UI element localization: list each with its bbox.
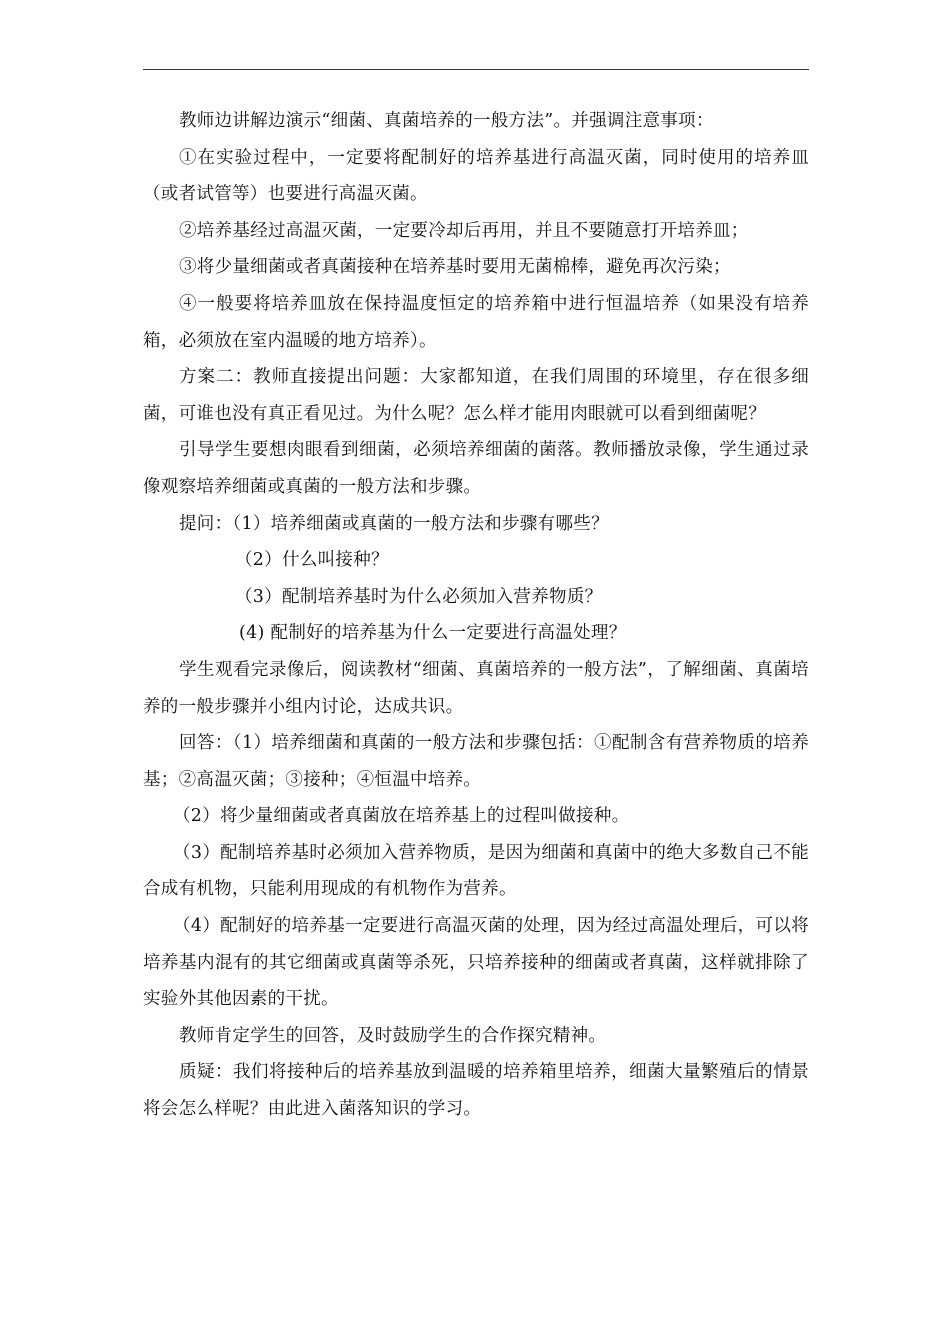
paragraph-teacher-affirm: 教师肯定学生的回答，及时鼓励学生的合作探究精神。 bbox=[179, 1025, 607, 1046]
paragraph-query: 质疑：我们将接种后的培养基放到温暖的培养箱里培养，细菌大量繁殖后的情景将会怎么样呢？由此进入菌落知识的学习。 bbox=[143, 1062, 809, 1120]
paragraph-answer-4: （4）配制好的培养基一定要进行高温灭菌的处理，因为经过高温处理后，可以将培养基内混有的其它细菌或真菌等杀死，只培养接种的细菌或者真菌，这样就排除了实验外其他因素的干扰。 bbox=[143, 916, 809, 1010]
paragraph-plan-2: 方案二：教师直接提出问题：大家都知道，在我们周围的环境里，存在很多细菌，可谁也没有真正看见过。为什么呢？怎么样才能用肉眼就可以看到细菌呢？ bbox=[143, 367, 809, 424]
paragraph-question-1: 提问：（1）培养细菌或真菌的一般方法和步骤有哪些？ bbox=[179, 513, 609, 534]
paragraph-note-4: ④一般要将培养皿放在保持温度恒定的培养箱中进行恒温培养（如果没有培养箱，必须放在室内温暖的地方培养）。 bbox=[143, 293, 809, 351]
paragraph-students-watch: 学生观看完录像后，阅读教材“细菌、真菌培养的一般方法”，了解细菌、真菌培养的一般步骤并小组内讨论，达成共识。 bbox=[143, 659, 809, 717]
paragraph-intro: 教师边讲解边演示“细菌、真菌培养的一般方法”。并强调注意事项： bbox=[179, 111, 714, 131]
header-rule bbox=[143, 69, 809, 70]
document-body bbox=[143, 103, 809, 1128]
paragraph-question-2: （2）什么叫接种？ bbox=[235, 550, 389, 571]
paragraph-answer-3: （3）配制培养基时必须加入营养物质，是因为细菌和真菌中的绝大多数自己不能合成有机物，只能利用现成的有机物作为营养。 bbox=[143, 842, 809, 900]
paragraph-guide: 引导学生要想肉眼看到细菌，必须培养细菌的菌落。教师播放录像，学生通过录像观察培养细菌或真菌的一般方法和步骤。 bbox=[143, 440, 809, 497]
paragraph-note-1: ①在实验过程中，一定要将配制好的培养基进行高温灭菌，同时使用的培养皿（或者试管等）也要进行高温灭菌。 bbox=[143, 147, 809, 205]
paragraph-note-2: ②培养基经过高温灭菌，一定要冷却后再用，并且不要随意打开培养皿； bbox=[179, 220, 749, 241]
paragraph-question-3: （3）配制培养基时为什么必须加入营养物质？ bbox=[235, 586, 603, 607]
paragraph-note-3: ③将少量细菌或者真菌接种在培养基时要用无菌棉棒，避免再次污染； bbox=[179, 257, 731, 278]
paragraph-question-4: (4) 配制好的培养基为什么一定要进行高温处理？ bbox=[239, 623, 627, 644]
paragraph-answer-1: 回答：（1）培养细菌和真菌的一般方法和步骤包括：①配制含有营养物质的培养基；②高温灭菌；③接种；④恒温中培养。 bbox=[143, 733, 809, 790]
paragraph-answer-2: （2）将少量细菌或者真菌放在培养基上的过程叫做接种。 bbox=[173, 806, 630, 827]
